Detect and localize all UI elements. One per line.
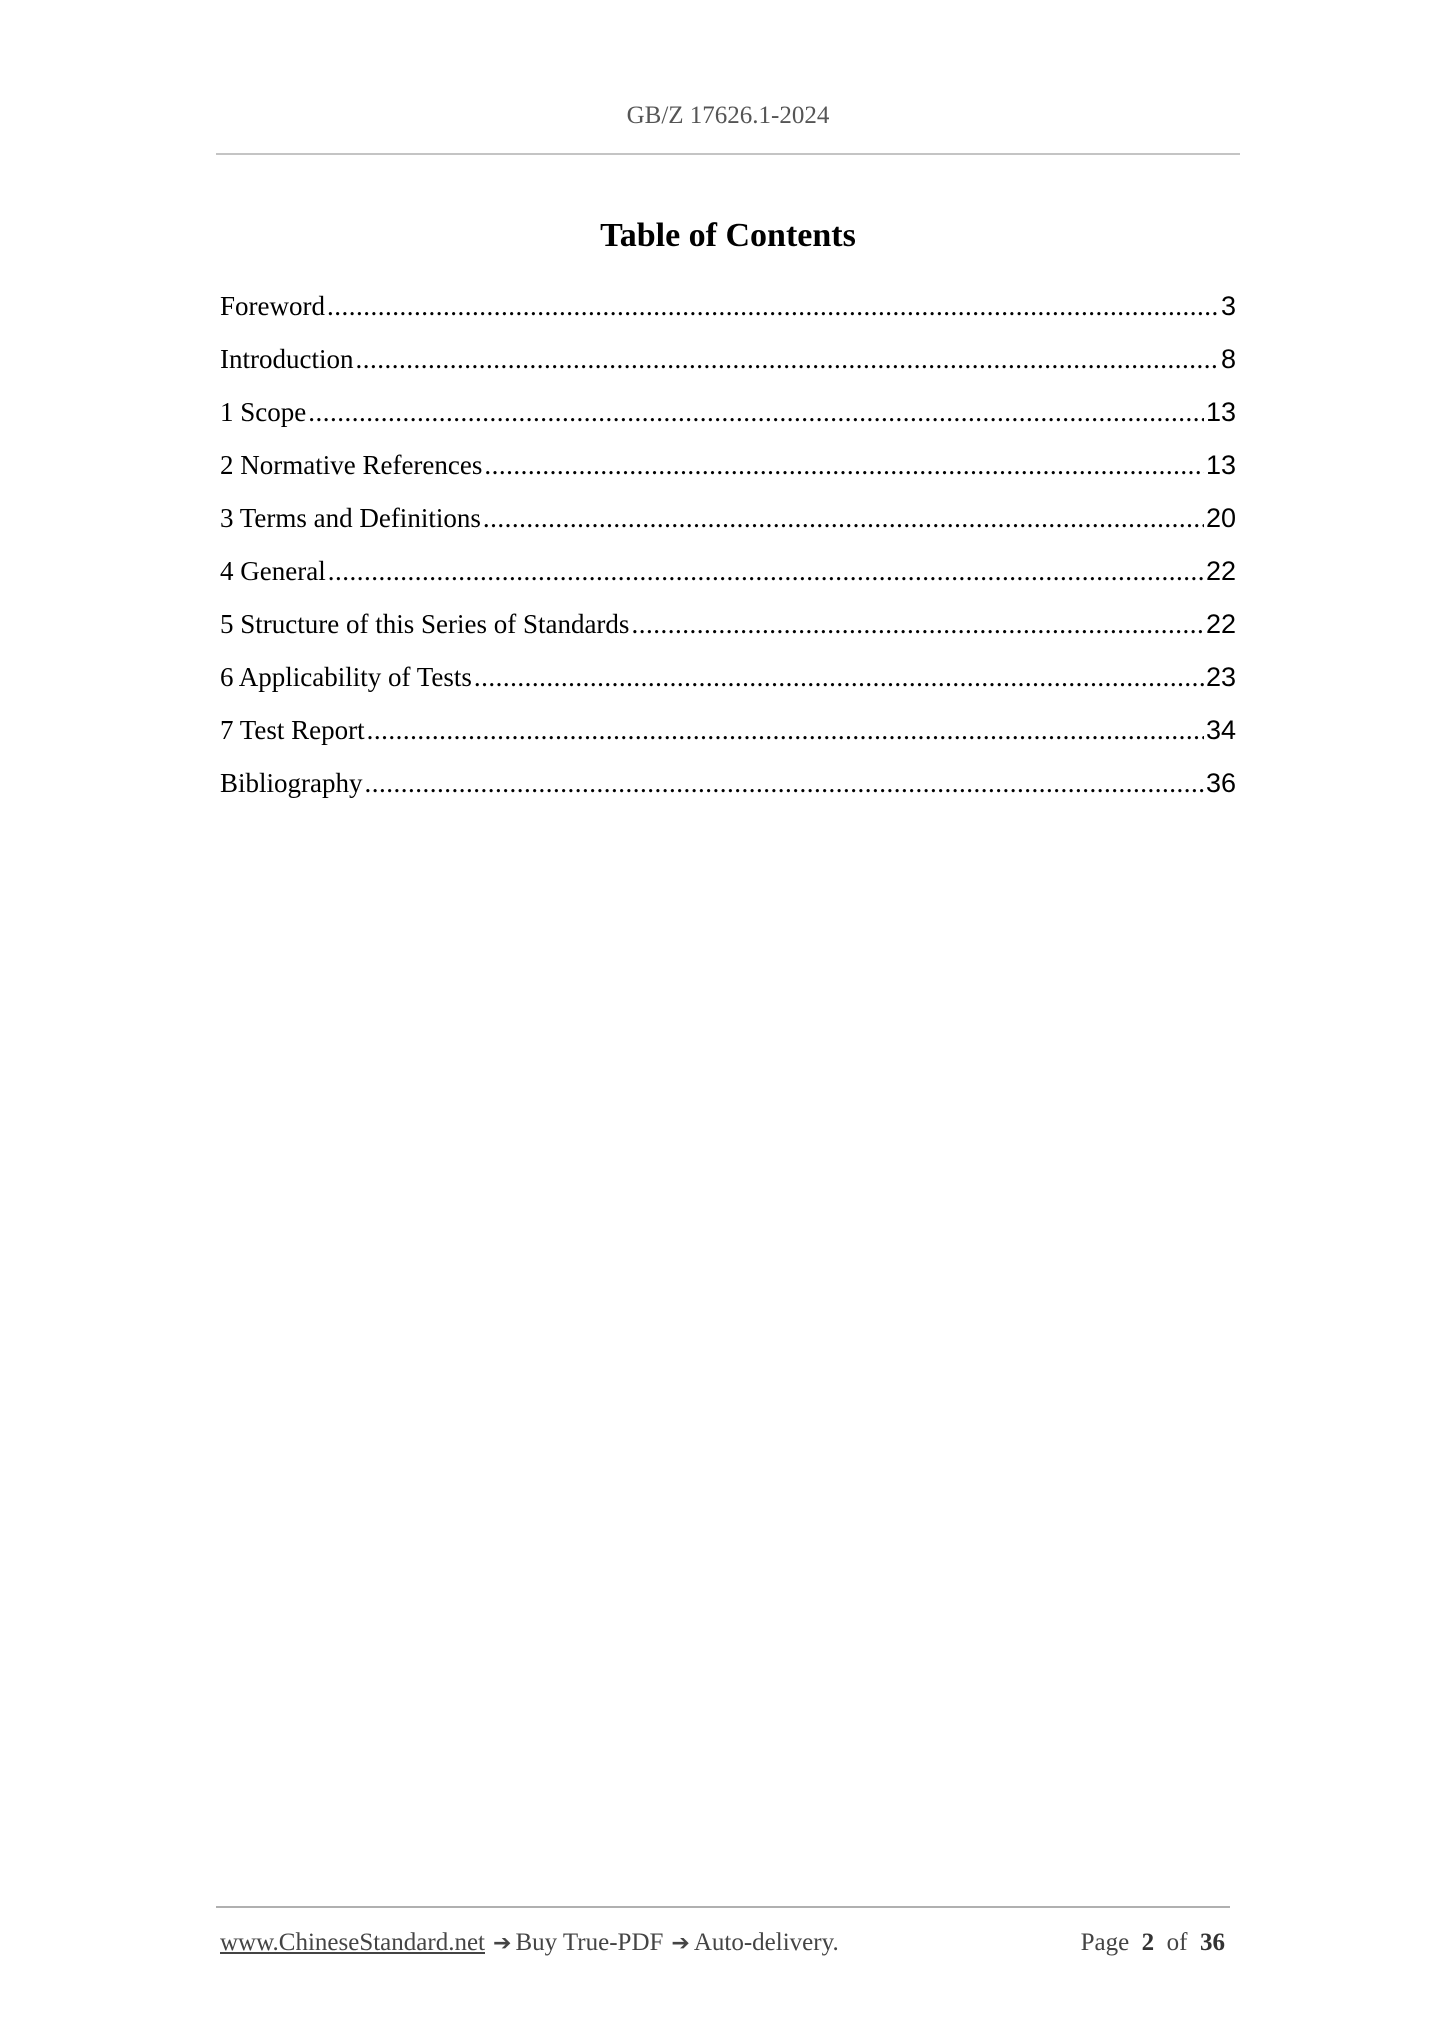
toc-list <box>220 291 1236 821</box>
toc-leader-dots <box>308 397 1204 428</box>
toc-entry-page: 13 <box>1205 397 1236 427</box>
page-number <box>1081 1929 1225 1957</box>
toc-entry-foreword[interactable] <box>220 291 1236 344</box>
toc-entry-label: 1 Scope <box>220 397 307 427</box>
toc-entry-label: 7 Test Report <box>220 715 365 745</box>
toc-leader-dots <box>474 662 1204 693</box>
toc-leader-dots <box>328 556 1204 587</box>
page-prefix: Page <box>1080 1929 1130 1956</box>
page-of: of <box>1166 1929 1188 1956</box>
toc-entry-page: 22 <box>1205 609 1236 639</box>
toc-entry-page: 22 <box>1205 556 1236 586</box>
toc-entry-page: 36 <box>1205 768 1236 798</box>
toc-entry-page: 13 <box>1205 450 1236 480</box>
document-header-code: GB/Z 17626.1-2024 <box>626 102 830 129</box>
page-total: 36 <box>1200 1929 1225 1956</box>
toc-leader-dots <box>327 291 1219 322</box>
toc-leader-dots <box>631 609 1204 640</box>
footer-divider <box>216 1906 1230 1908</box>
toc-entry-introduction[interactable] <box>220 344 1236 397</box>
toc-entry-page: 3 <box>1220 291 1236 321</box>
buy-true-pdf-text: Buy True-PDF <box>515 1929 664 1956</box>
toc-entry-bibliography[interactable] <box>220 768 1236 821</box>
toc-entry-general[interactable] <box>220 556 1236 609</box>
toc-entry-terms-and-definitions[interactable] <box>220 503 1236 556</box>
toc-entry-test-report[interactable] <box>220 715 1236 768</box>
toc-entry-label: Introduction <box>220 344 354 374</box>
toc-entry-label: 6 Applicability of Tests <box>220 662 472 692</box>
toc-title: Table of Contents <box>600 217 856 254</box>
page-current: 2 <box>1141 1929 1155 1956</box>
toc-entry-scope[interactable] <box>220 397 1236 450</box>
toc-entry-label: Foreword <box>220 291 325 321</box>
toc-entry-label: 4 General <box>220 556 326 586</box>
right-arrow-icon: ➔ <box>493 1931 512 1956</box>
toc-entry-label: 5 Structure of this Series of Standards <box>220 609 630 639</box>
toc-entry-applicability-of-tests[interactable] <box>220 662 1236 715</box>
toc-entry-label: Bibliography <box>220 768 363 798</box>
toc-entry-label: 2 Normative References <box>220 450 483 480</box>
toc-entry-label: 3 Terms and Definitions <box>220 503 481 533</box>
toc-entry-normative-references[interactable] <box>220 450 1236 503</box>
right-arrow-icon: ➔ <box>671 1931 690 1956</box>
toc-entry-page: 34 <box>1205 715 1236 745</box>
header-divider <box>216 153 1240 155</box>
toc-leader-dots <box>365 768 1204 799</box>
toc-entry-page: 20 <box>1205 503 1236 533</box>
toc-leader-dots <box>355 344 1218 375</box>
footer-promo <box>220 1929 839 1957</box>
toc-entry-page: 8 <box>1220 344 1236 374</box>
site-link[interactable]: www.ChineseStandard.net <box>220 1929 485 1956</box>
toc-entry-page: 23 <box>1205 662 1236 692</box>
toc-entry-structure[interactable] <box>220 609 1236 662</box>
toc-leader-dots <box>367 715 1204 746</box>
toc-leader-dots <box>484 450 1204 481</box>
toc-leader-dots <box>483 503 1204 534</box>
auto-delivery-text: Auto-delivery. <box>693 1929 839 1956</box>
